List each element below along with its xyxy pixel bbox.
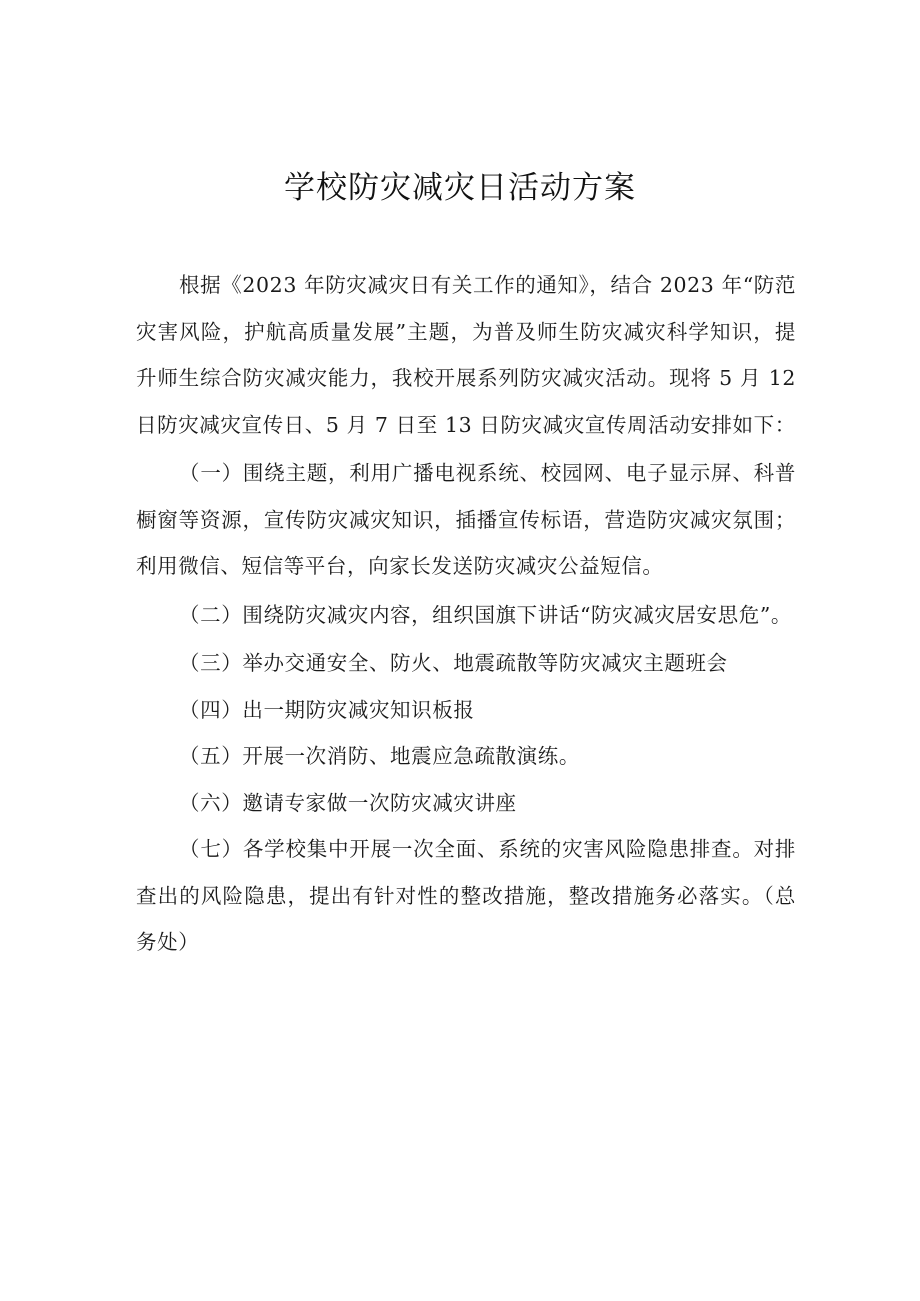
item-2-paragraph: （二）围绕防灾减灾内容，组织国旗下讲话“防灾减灾居安思危”。 xyxy=(179,602,793,627)
intro-paragraph: 根据《2023 年防灾减灾日有关工作的通知》，结合 2023 年“防范灾害风险，护航高质量发展”主题，为普及师生防灾减灾科学知识，提升师生综合防灾减灾能力，我校开展系列防灾减灾活动。现将 5 月 12 日防灾减灾宣传日、5 月 7 日至 13 日防灾减灾宣传周活动安排如下： xyxy=(136,273,796,437)
document-body xyxy=(136,262,796,966)
document-title: 学校防灾减灾日活动方案 xyxy=(284,170,636,206)
item-5-paragraph: （五）开展一次消防、地震应急疏散演练。 xyxy=(179,744,580,768)
item-7-paragraph: （七）各学校集中开展一次全面、系统的灾害风险隐患排查。对排查出的风险隐患，提出有针对性的整改措施，整改措施务必落实。（总务处） xyxy=(136,837,796,954)
item-3-paragraph: （三）举办交通安全、防火、地震疏散等防灾减灾主题班会 xyxy=(179,651,728,675)
item-1-paragraph: （一）围绕主题，利用广播电视系统、校园网、电子显示屏、科普橱窗等资源，宣传防灾减灾知识，插播宣传标语，营造防灾减灾氛围；利用微信、短信等平台，向家长发送防灾减灾公益短信。 xyxy=(136,461,796,578)
item-4-paragraph: （四）出一期防灾减灾知识板报 xyxy=(179,697,475,722)
item-6-paragraph: （六）邀请专家做一次防灾减灾讲座 xyxy=(179,790,517,815)
